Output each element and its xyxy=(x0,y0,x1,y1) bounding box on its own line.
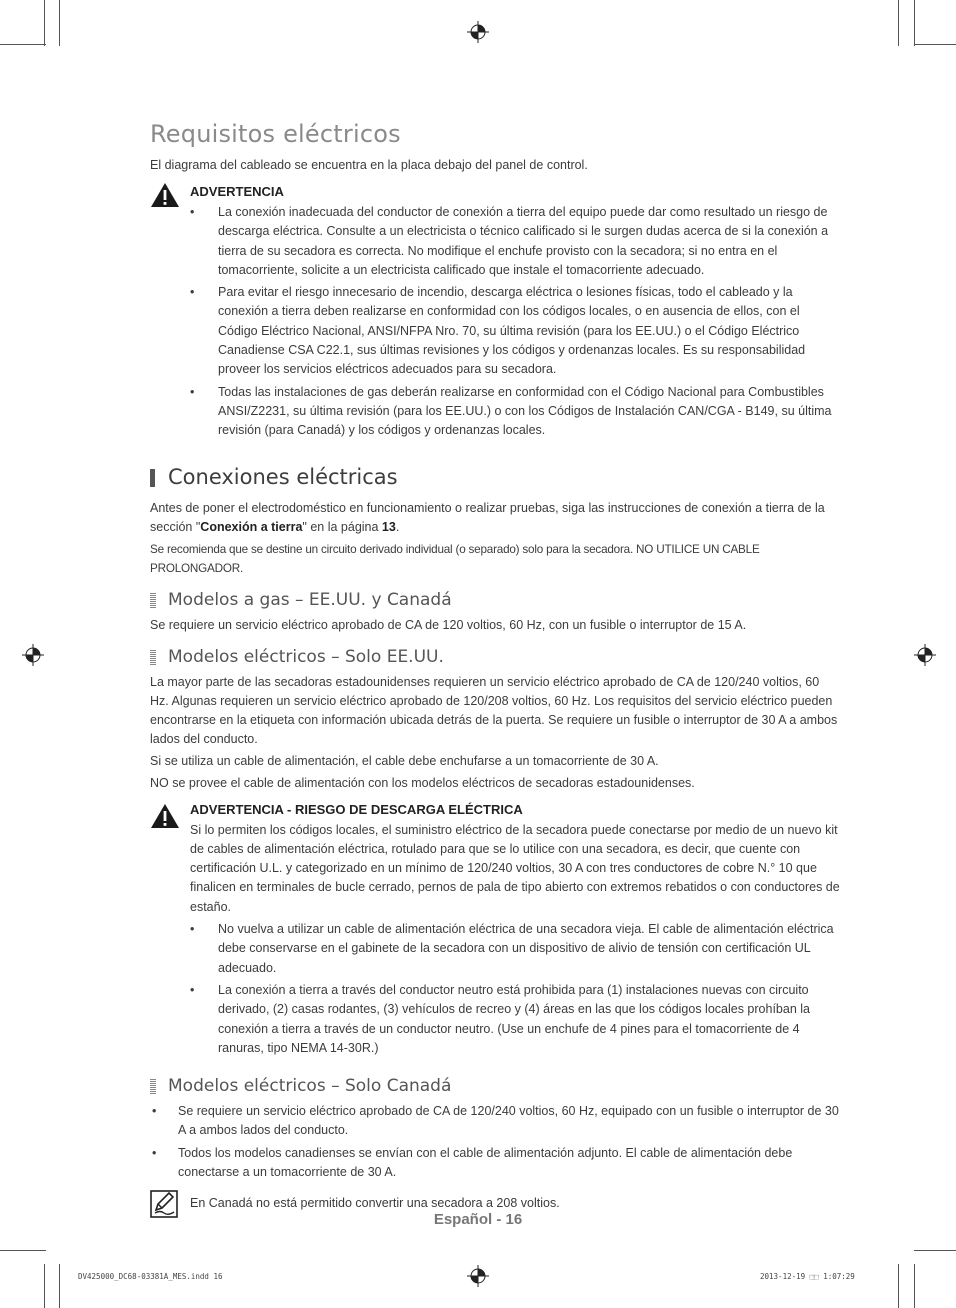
subsection-heading: Modelos eléctricos – Solo EE.UU. xyxy=(150,647,840,667)
gas-models-text: Se requiere un servicio eléctrico aprobado de CA de 120 voltios, 60 Hz, con un fusible o interruptor de 15 A. xyxy=(150,617,747,632)
crop-mark xyxy=(59,0,60,46)
print-file-info: DV425000_DC68-03381A_MES.indd 16 xyxy=(78,1272,223,1281)
page-title: Requisitos eléctricos xyxy=(150,120,401,148)
page-content xyxy=(150,120,840,1213)
warning-block xyxy=(150,183,840,441)
crop-mark xyxy=(898,1264,899,1308)
warning-title: ADVERTENCIA xyxy=(190,184,284,199)
crop-mark xyxy=(0,44,46,45)
crop-mark xyxy=(914,1250,956,1251)
list-item: • La conexión inadecuada del conductor de conexión a tierra del equipo puede dar como resultado un riesgo de descarga eléctrica. Consulte a un electricista o técnico calificado si le surgen dudas acerca de si la conexión a tierra de su secadora es correcta. No modifique el enchufe provisto con la secadora; si no entra en el tomacorriente, solicite a un electricista calificado que instale el tomacorriente adecuado. xyxy=(190,205,829,277)
crop-mark xyxy=(914,44,956,45)
shock-warning-block xyxy=(150,801,840,1059)
crop-mark xyxy=(44,0,45,46)
electric-us-p3: NO se provee el cable de alimentación con los modelos eléctricos de secadoras estadounidenses. xyxy=(150,775,695,790)
list-item: • La conexión a tierra a través del conductor neutro está prohibida para (1) instalaciones nuevas con circuito derivado, (2) casas rodantes, (3) vehículos de recreo y (4) áreas en las que los códigos locales prohíban la conexión a tierra a través de un conductor neutro. (Use un enchufe de 4 pines para el tomacorriente de 4 ranuras, tipo NEMA 14-30R.) xyxy=(190,982,810,1055)
note-text: En Canadá no está permitido convertir una secadora a 208 voltios. xyxy=(190,1196,560,1211)
crop-mark xyxy=(914,0,915,46)
print-date-info: 2013-12-19 ⬚⬚ 1:07:29 xyxy=(760,1272,855,1281)
canada-list xyxy=(150,1102,840,1182)
crop-mark xyxy=(44,1264,45,1308)
circuit-recommendation: Se recomienda que se destine un circuito derivado individual (o separado) solo para la secadora. NO UTILICE UN CABLE PROLONGADOR. xyxy=(150,542,760,575)
section-bar xyxy=(150,469,155,487)
warning-title: ADVERTENCIA - RIESGO DE DESCARGA ELÉCTRICA xyxy=(190,801,523,817)
registration-mark-icon xyxy=(467,1265,489,1287)
list-item: • No vuelva a utilizar un cable de alimentación eléctrica de una secadora vieja. El cable de alimentación eléctrica debe conservarse en el gabinete de la secadora con un dispositivo de alivio de tensión con certificación UL adecuado. xyxy=(190,922,834,975)
crop-mark xyxy=(0,1250,46,1251)
registration-mark-icon xyxy=(22,644,44,666)
subsection-heading: Modelos a gas – EE.UU. y Canadá xyxy=(150,590,840,610)
crop-mark xyxy=(59,1264,60,1308)
electric-us-p1: La mayor parte de las secadoras estadounidenses requieren un servicio eléctrico aprobado de CA de 120/240 voltios, 60 Hz. Algunas requieren un servicio eléctrico aprobado de 120/208 voltios, 60 Hz. Los requisitos del servicio eléctrico pueden encontrarse en la etiqueta con información ubicada detrás de la puerta. Se requiere un fusible o interruptor de 30 A a ambos lados del conducto. xyxy=(150,674,838,746)
crop-mark xyxy=(898,0,899,46)
warning-triangle-icon xyxy=(150,803,180,829)
section-heading: Conexiones eléctricas xyxy=(150,465,840,489)
registration-mark-icon xyxy=(914,644,936,666)
registration-mark-icon xyxy=(467,21,489,43)
grounding-reference: Conexión a tierra xyxy=(200,519,303,534)
warning-paragraph: Si lo permiten los códigos locales, el suministro eléctrico de la secadora puede conectarse por medio de un nuevo kit de cables de alimentación eléctrica, rotulado para que se lo utilice con una secadora, es decir, que cuente con certificación U.L. y categorizado en un mínimo de 120/240 voltios, 30 A con tres conductores de cobre N.° 10 que finalicen en terminales de bucle cerrado, pernos de pala de tipo abierto con extremos rebatidos o con conductores de estaño. xyxy=(190,822,840,914)
page-number: Español - 16 xyxy=(433,1211,523,1228)
warning-list xyxy=(150,203,840,441)
list-item: • Para evitar el riesgo innecesario de incendio, descarga eléctrica o lesiones físicas, todo el cableado y la conexión a tierra deben realizarse en conformidad con los códigos locales, o en ausencia de ellos, con el Código Eléctrico Nacional, ANSI/NFPA Nro. 70, su última revisión (para los EE.UU.) o el Código Eléctrico Canadiense CSA C22.1, sus últimas revisiones y los códigos y ordenanzas locales. Es su responsabilidad proveer los servicios eléctricos adecuados para su secadora. xyxy=(190,285,806,377)
electric-us-p2: Si se utiliza un cable de alimentación, el cable debe enchufarse a un tomacorriente de 30 A. xyxy=(150,753,659,768)
warning-list xyxy=(150,920,840,1058)
connections-intro: Antes de poner el electrodoméstico en funcionamiento o realizar pruebas, siga las instrucciones de conexión a tierra de la sección "Conexión a tierra" en la página 13. xyxy=(150,500,825,534)
list-item: • Se requiere un servicio eléctrico aprobado de CA de 120/240 voltios, 60 Hz, equipado con un fusible o interruptor de 30 A a ambos lados del conducto. xyxy=(152,1104,839,1138)
intro-text: El diagrama del cableado se encuentra en la placa debajo del panel de control. xyxy=(150,158,588,172)
list-item: • Todas las instalaciones de gas deberán realizarse en conformidad con el Código Nacional para Combustibles ANSI/Z2231, su última revisión (para los EE.UU.) o con los Códigos de Instalación CAN/CGA - B149, su última revisión (para Canadá) y los códigos y ordenanzas locales. xyxy=(190,384,832,438)
crop-mark xyxy=(914,1264,915,1308)
list-item: • Todos los modelos canadienses se envían con el cable de alimentación adjunto. El cable de alimentación debe conectarse a un tomacorriente de 30 A. xyxy=(152,1145,793,1180)
subsection-heading: Modelos eléctricos – Solo Canadá xyxy=(150,1076,840,1096)
warning-header xyxy=(150,183,840,201)
warning-header xyxy=(150,801,840,819)
